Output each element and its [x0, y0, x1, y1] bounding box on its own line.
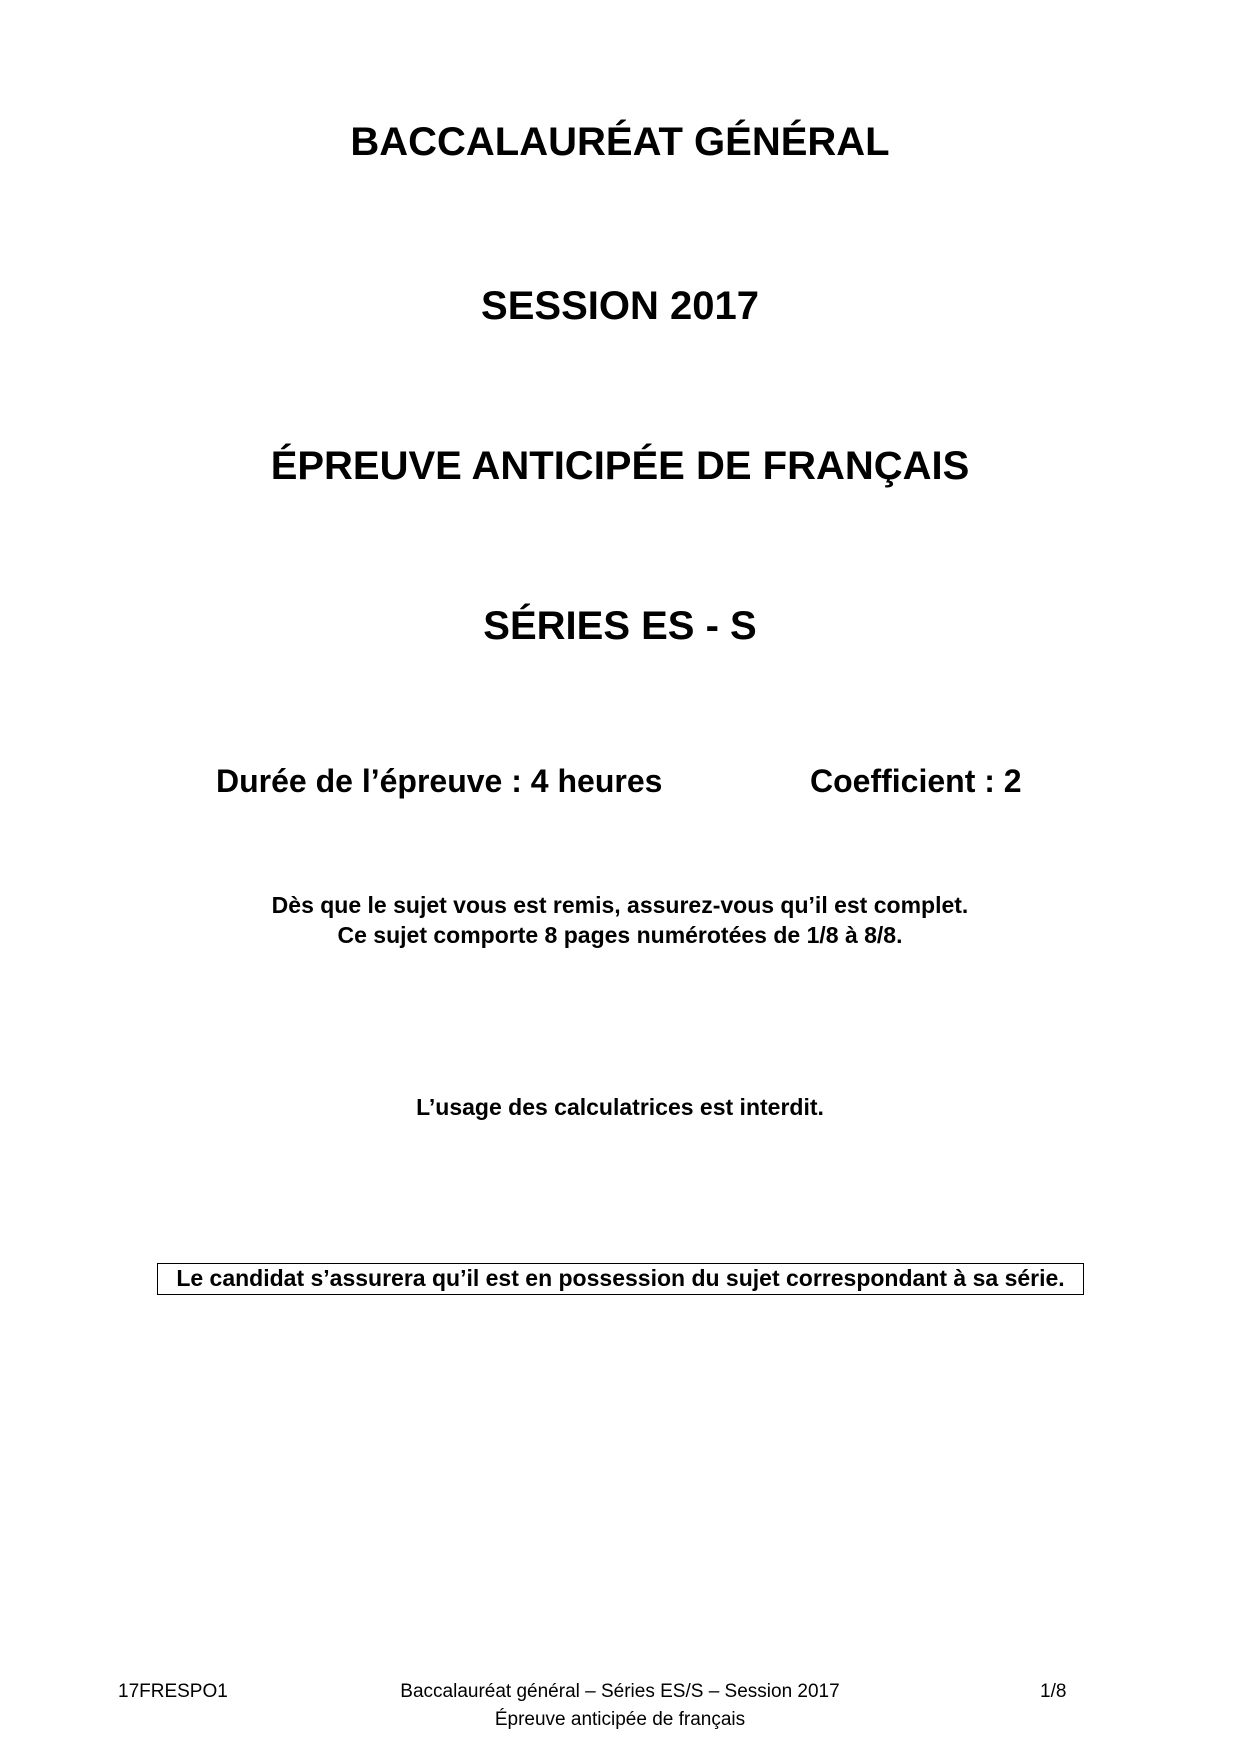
footer-center-line-1: Baccalauréat général – Séries ES/S – Session 2017 — [400, 1681, 840, 1702]
footer-page-number: 1/8 — [1040, 1681, 1067, 1702]
exam-title: BACCALAURÉAT GÉNÉRAL — [350, 120, 890, 164]
candidate-series-notice: Le candidat s’assurera qu’il est en possession du sujet correspondant à sa série. — [157, 1263, 1084, 1295]
footer-center-line-2: Épreuve anticipée de français — [494, 1709, 746, 1730]
subject-heading: ÉPREUVE ANTICIPÉE DE FRANÇAIS — [270, 444, 970, 488]
footer-exam-code: 17FRESPO1 — [118, 1681, 228, 1702]
instruction-line-2: Ce sujet comporte 8 pages numérotées de 1/8 à 8/8. — [337, 922, 903, 948]
instruction-line-1: Dès que le sujet vous est remis, assurez-vous qu’il est complet. — [271, 892, 969, 918]
series-heading: SÉRIES ES - S — [483, 604, 757, 648]
calculator-notice: L’usage des calculatrices est interdit. — [416, 1094, 824, 1120]
exam-coefficient: Coefficient : 2 — [810, 763, 1022, 799]
exam-duration: Durée de l’épreuve : 4 heures — [216, 763, 663, 799]
session-heading: SESSION 2017 — [481, 284, 759, 328]
